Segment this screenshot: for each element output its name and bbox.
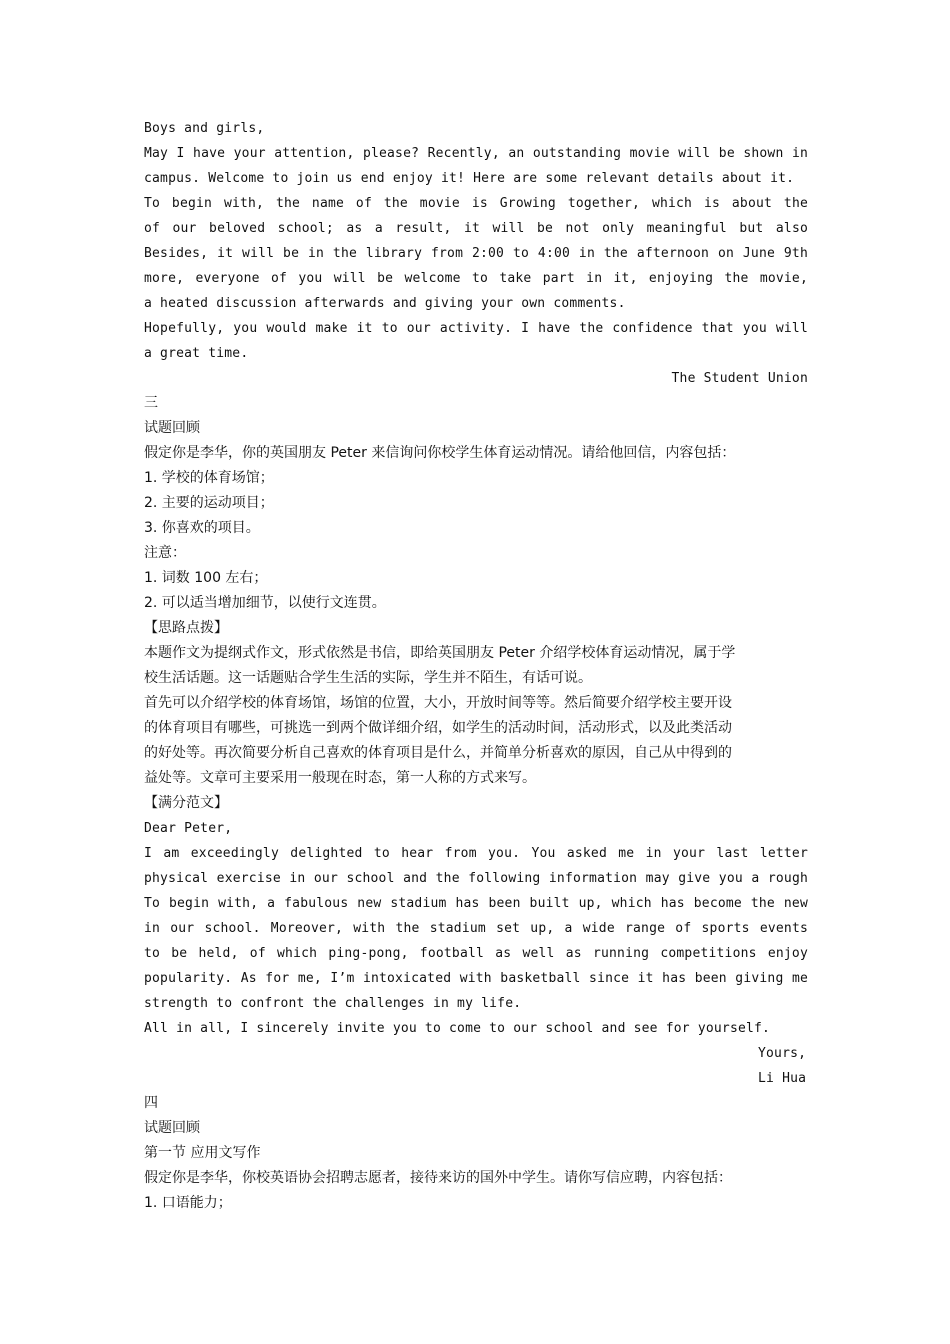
list-item: 1. 口语能力； xyxy=(144,1195,232,1211)
letter-text-line: May I have your attention, please? Recently, an outstanding movie will be shown in xyxy=(144,146,808,161)
model-closing: Yours, xyxy=(758,1046,807,1061)
list-item: 1. 学校的体育场馆； xyxy=(144,470,274,486)
model-greeting: Dear Peter, xyxy=(144,821,233,836)
letter-text-line: To begin with, the name of the movie is Growing together, which is about the xyxy=(144,196,808,211)
note-label: 注意： xyxy=(144,545,186,561)
prompt-text: 假定你是李华，你的英国朋友 Peter 来信询问你校学生体育运动情况。请给他回信，内容包括： xyxy=(144,445,736,461)
letter-text-line: more, everyone of you will be welcome to take part in it, enjoying the movie, xyxy=(144,271,808,286)
section-heading: 试题回顾 xyxy=(144,420,200,436)
model-text-line: in our school. Moreover, with the stadium set up, a wide range of sports events xyxy=(144,921,808,936)
letter-text-line: campus. Welcome to join us end enjoy it! Here are some relevant details about it. xyxy=(144,171,795,186)
list-item: 1. 词数 100 左右； xyxy=(144,570,268,586)
section-number: 三 xyxy=(144,395,158,411)
tips-text-line: 的好处等。再次简要分析自己喜欢的体育项目是什么，并简单分析喜欢的原因，自己从中得到的 xyxy=(144,745,732,761)
letter-greeting: Boys and girls, xyxy=(144,121,265,136)
letter-text-line: Besides, it will be in the library from 2:00 to 4:00 in the afternoon on June 9th xyxy=(144,246,808,261)
tips-text-line: 本题作文为提纲式作文，形式依然是书信，即给英国朋友 Peter 介绍学校体育运动情况，属于学 xyxy=(144,645,736,661)
part-heading: 第一节 应用文写作 xyxy=(144,1145,261,1161)
tips-text-line: 的体育项目有哪些，可挑选一到两个做详细介绍，如学生的活动时间，活动形式，以及此类活动 xyxy=(144,720,732,736)
document-page xyxy=(144,116,808,1216)
tips-heading: 【思路点拨】 xyxy=(144,620,228,636)
model-text-line: popularity. As for me, I’m intoxicated with basketball since it has been giving me xyxy=(144,971,808,986)
model-text-line: I am exceedingly delighted to hear from you. You asked me in your last letter xyxy=(144,846,808,861)
tips-text-line: 校生活话题。这一话题贴合学生生活的实际，学生并不陌生，有话可说。 xyxy=(144,670,592,686)
model-text-line: to be held, of which ping-pong, football as well as running competitions enjoy xyxy=(144,946,808,961)
model-text-line: strength to confront the challenges in my life. xyxy=(144,996,522,1011)
prompt-text: 假定你是李华，你校英语协会招聘志愿者，接待来访的国外中学生。请你写信应聘，内容包括： xyxy=(144,1170,732,1186)
tips-text-line: 益处等。文章可主要采用一般现在时态，第一人称的方式来写。 xyxy=(144,770,536,786)
section-heading: 试题回顾 xyxy=(144,1120,200,1136)
list-item: 2. 可以适当增加细节，以使行文连贯。 xyxy=(144,595,386,611)
list-item: 3. 你喜欢的项目。 xyxy=(144,520,260,536)
letter-text-line: a heated discussion afterwards and giving your own comments. xyxy=(144,296,626,311)
letter-text-line: of our beloved school; as a result, it will be not only meaningful but also xyxy=(144,221,808,236)
model-signature-name: Li Hua xyxy=(758,1071,807,1086)
letter-signature: The Student Union xyxy=(671,371,808,386)
letter-text-line: a great time. xyxy=(144,346,249,361)
model-text-line: physical exercise in our school and the following information may give you a rough xyxy=(144,871,808,886)
letter-text-line: Hopefully, you would make it to our activity. I have the confidence that you will xyxy=(144,321,808,336)
section-number: 四 xyxy=(144,1095,158,1111)
list-item: 2. 主要的运动项目； xyxy=(144,495,274,511)
tips-text-line: 首先可以介绍学校的体育场馆，场馆的位置，大小，开放时间等等。然后简要介绍学校主要开设 xyxy=(144,695,732,711)
model-essay-heading: 【满分范文】 xyxy=(144,795,228,811)
model-text-line: To begin with, a fabulous new stadium has been built up, which has become the new xyxy=(144,896,808,911)
model-text-line: All in all, I sincerely invite you to come to our school and see for yourself. xyxy=(144,1021,771,1036)
